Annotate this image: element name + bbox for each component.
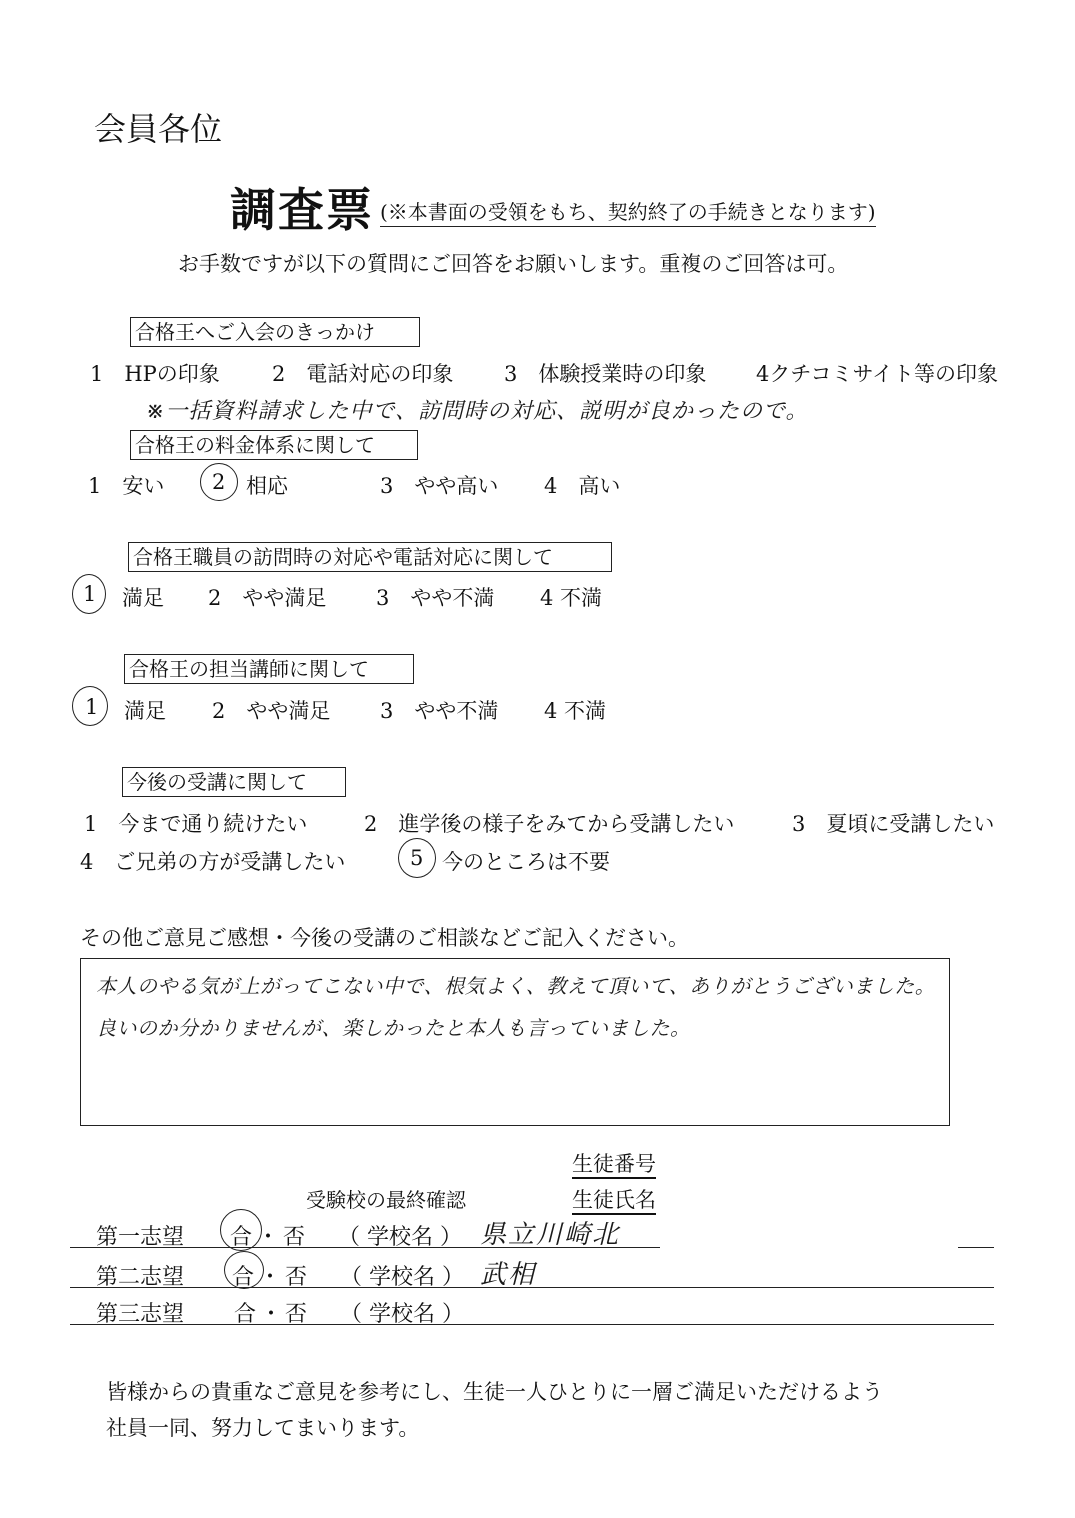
q4-option-2: 2 やや満足 xyxy=(212,699,331,723)
exam-row-2-separator: ・ xyxy=(259,1265,282,1290)
q3-option-3: 3 やや不満 xyxy=(376,586,495,610)
q4-heading: 合格王の担当講師に関して xyxy=(129,657,369,681)
q3-option-2: 2 やや満足 xyxy=(208,586,327,610)
q1-option-3: 3 体験授業時の印象 xyxy=(504,362,707,386)
q4-option-1-label: 満足 xyxy=(124,699,166,723)
exam-row-3-label: 第三志望 xyxy=(96,1302,185,1327)
exam-row-3-underline xyxy=(70,1324,994,1325)
exam-row-1-school-label: （ 学校名 ） xyxy=(338,1225,462,1250)
footer-line-1: 皆様からの貴重なご意見を参考にし、生徒一人ひとりに一層ご満足いただけるよう xyxy=(106,1380,883,1404)
q3-option-1-label: 満足 xyxy=(122,586,164,610)
exam-row-2-fail: 否 xyxy=(285,1265,308,1290)
q1-option-1: 1 HPの印象 xyxy=(90,362,220,386)
q5-heading-box xyxy=(122,767,346,797)
comments-line-1: 本人のやる気が上がってこない中で、根気よく、教えて頂いて、ありがとうございました。 xyxy=(96,974,936,998)
q3-option-4: 4 不満 xyxy=(540,586,603,610)
page-title: 調査票 xyxy=(230,183,374,237)
exam-row-1-school: 県立川崎北 xyxy=(480,1220,621,1250)
q1-handwritten-note: ※一括資料請求した中で、訪問時の対応、説明が良かったので。 xyxy=(146,399,809,424)
q2-option-2-label: 相応 xyxy=(246,474,288,498)
exam-row-1-underline xyxy=(70,1247,660,1248)
q2-option-3: 3 やや高い xyxy=(380,474,499,498)
q4-option-1-number: 1 xyxy=(85,695,99,719)
q3-heading: 合格王職員の訪問時の対応や電話対応に関して xyxy=(133,545,553,569)
q2-heading-box xyxy=(130,430,418,460)
q2-option-1: 1 安い xyxy=(88,474,165,498)
student-name-label: 生徒氏名 xyxy=(572,1188,656,1212)
q1-heading-box xyxy=(130,317,420,347)
q1-heading: 合格王へご入会のきっかけ xyxy=(135,320,375,344)
q4-option-4: 4 不満 xyxy=(544,699,607,723)
exam-row-1-label: 第一志望 xyxy=(96,1225,185,1250)
q2-option-2-number: 2 xyxy=(212,470,226,494)
footer-line-2: 社員一同、努力してまいります。 xyxy=(106,1416,420,1440)
q5-option-5-number: 5 xyxy=(410,846,424,870)
comments-line-2: 良いのか分かりませんが、楽しかったと本人も言っていました。 xyxy=(96,1016,691,1040)
exam-row-2-pass: 合 xyxy=(232,1265,255,1290)
exam-row-3-school-label: （ 学校名 ） xyxy=(340,1302,464,1327)
q5-option-3: 3 夏頃に受講したい xyxy=(792,812,995,836)
q4-heading-box xyxy=(124,654,414,684)
q2-option-4: 4 高い xyxy=(544,474,621,498)
exam-row-3-fail: 否 xyxy=(285,1302,308,1327)
q5-option-2: 2 進学後の様子をみてから受講したい xyxy=(364,812,735,836)
q2-heading: 合格王の料金体系に関して xyxy=(135,433,375,457)
exam-heading: 受験校の最終確認 xyxy=(306,1188,466,1212)
exam-row-1-separator: ・ xyxy=(257,1225,280,1250)
exam-row-3-separator: ・ xyxy=(260,1302,283,1327)
exam-row-2-school-label: （ 学校名 ） xyxy=(340,1265,464,1290)
q5-heading: 今後の受講に関して xyxy=(127,770,307,794)
exam-row-2-underline xyxy=(70,1287,994,1288)
comments-prompt: その他ご意見ご感想・今後の受講のご相談などご記入ください。 xyxy=(80,926,689,950)
q1-option-2: 2 電話対応の印象 xyxy=(272,362,454,386)
exam-row-1-fail: 否 xyxy=(283,1225,306,1250)
q3-option-1-number: 1 xyxy=(83,582,97,606)
student-number-label: 生徒番号 xyxy=(572,1152,656,1176)
page-subtitle: (※本書面の受領をもち、契約終了の手続きとなります) xyxy=(380,196,876,227)
q5-option-1: 1 今まで通り続けたい xyxy=(84,812,308,836)
exam-row-2-school: 武相 xyxy=(480,1260,537,1290)
greeting: 会員各位 xyxy=(94,110,223,148)
q1-option-4: 4クチコミサイト等の印象 xyxy=(756,362,999,386)
exam-row-1-underline-right xyxy=(958,1247,994,1248)
q5-option-5-label: 今のところは不要 xyxy=(442,850,610,874)
q3-heading-box xyxy=(128,542,612,572)
exam-row-2-label: 第二志望 xyxy=(96,1265,185,1290)
exam-row-3-pass: 合 xyxy=(234,1302,257,1327)
intro-text: お手数ですが以下の質問にご回答をお願いします。重複のご回答は可。 xyxy=(178,252,849,276)
q5-option-4: 4 ご兄弟の方が受講したい xyxy=(80,850,346,874)
q4-option-3: 3 やや不満 xyxy=(380,699,499,723)
exam-row-1-pass: 合 xyxy=(230,1225,253,1250)
